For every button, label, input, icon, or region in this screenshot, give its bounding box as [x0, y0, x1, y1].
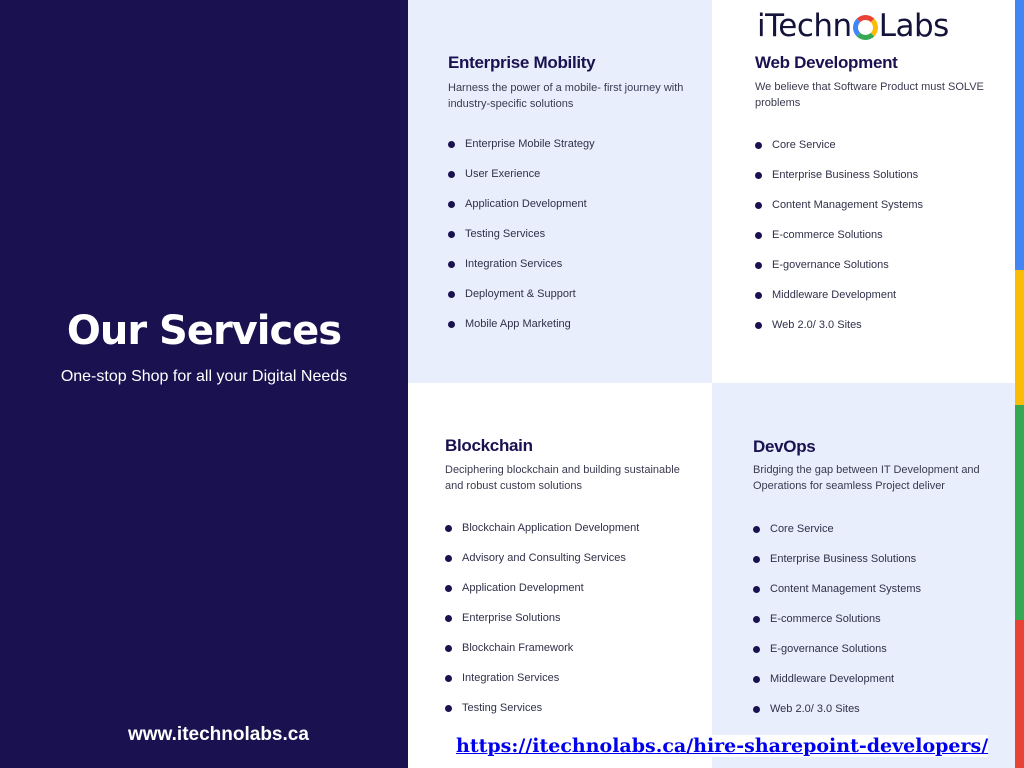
list-item [445, 551, 639, 581]
list-item-label: E-governance Solutions [772, 259, 889, 271]
bullet-icon [448, 171, 455, 178]
bullet-icon [445, 525, 452, 532]
bullet-icon [448, 291, 455, 298]
bullet-icon [445, 615, 452, 622]
list-item-label: Integration Services [465, 258, 563, 270]
panel-title: Blockchain [445, 436, 533, 455]
panel-description: Harness the power of a mobile- first journey with industry-specific solutions [448, 82, 684, 110]
list-item [445, 701, 639, 731]
bullet-icon [445, 675, 452, 682]
list-item [753, 672, 921, 702]
list-item [753, 612, 921, 642]
bullet-icon [755, 262, 762, 269]
list-item [753, 642, 921, 672]
list-item-label: Content Management Systems [770, 583, 922, 595]
list-item [753, 552, 921, 582]
list-item [753, 582, 921, 612]
list-item-label: Enterprise Business Solutions [772, 169, 919, 181]
list-item [445, 611, 639, 641]
list-item [448, 227, 595, 257]
accent-stripe-red [1015, 620, 1024, 768]
panel-description: Bridging the gap between IT Development and Operations for seamless Project deliver [753, 464, 980, 492]
bullet-icon [445, 555, 452, 562]
blockchain-panel [408, 383, 712, 768]
accent-stripe-green [1015, 405, 1024, 620]
bullet-icon [755, 322, 762, 329]
bullet-icon [755, 202, 762, 209]
list-item-label: Testing Services [465, 228, 546, 240]
list-item-label: Enterprise Solutions [462, 612, 561, 624]
bullet-icon [445, 645, 452, 652]
list-item [755, 258, 923, 288]
list-item [755, 168, 923, 198]
bullet-icon [448, 141, 455, 148]
list-item [445, 671, 639, 701]
list-item [448, 287, 595, 317]
list-item-label: Application Development [465, 198, 587, 210]
page-title: Our Services [66, 308, 342, 354]
accent-stripe-yellow [1015, 270, 1024, 405]
list-item-label: E-commerce Solutions [770, 613, 881, 625]
list-item-label: Application Development [462, 582, 584, 594]
list-item [448, 137, 595, 167]
list-item-label: Content Management Systems [772, 199, 924, 211]
list-item [755, 198, 923, 228]
list-item-label: Enterprise Mobile Strategy [465, 138, 595, 150]
list-item-label: Mobile App Marketing [465, 318, 571, 330]
enterprise-mobility-panel [408, 0, 712, 383]
list-item [753, 522, 921, 552]
service-list [448, 137, 595, 347]
list-item-label: Web 2.0/ 3.0 Sites [772, 319, 862, 331]
panel-title: Enterprise Mobility [448, 53, 596, 72]
panel-title: DevOps [753, 437, 816, 456]
list-item-label: Blockchain Application Development [462, 522, 640, 534]
web-development-panel [712, 0, 1015, 383]
bullet-icon [753, 646, 760, 653]
service-list [445, 521, 639, 731]
list-item [755, 288, 923, 318]
list-item-label: Middleware Development [770, 673, 895, 685]
list-item [755, 228, 923, 258]
page-subtitle: One-stop Shop for all your Digital Needs [60, 368, 348, 385]
list-item-label: Blockchain Framework [462, 642, 574, 654]
list-item-label: User Exerience [465, 168, 541, 180]
panel-title: Web Development [755, 53, 898, 72]
list-item [448, 197, 595, 227]
logo-ring-icon [853, 15, 878, 40]
list-item [755, 318, 923, 348]
bullet-icon [753, 586, 760, 593]
list-item-label: Advisory and Consulting Services [462, 552, 626, 564]
bullet-icon [445, 585, 452, 592]
bullet-icon [448, 201, 455, 208]
bullet-icon [755, 292, 762, 299]
list-item-label: Core Service [772, 139, 836, 151]
list-item [445, 521, 639, 551]
website-text: www.itechnolabs.ca [128, 724, 309, 745]
list-item [448, 317, 595, 347]
accent-stripe-blue [1015, 0, 1024, 270]
bullet-icon [753, 526, 760, 533]
bullet-icon [753, 616, 760, 623]
sharepoint-developers-link[interactable]: https://itechnolabs.ca/hire-sharepoint-developers/ [456, 735, 989, 757]
logo-text-suffix: Labs [878, 8, 949, 44]
list-item [445, 641, 639, 671]
left-hero-panel [0, 0, 408, 768]
bullet-icon [753, 676, 760, 683]
bullet-icon [448, 321, 455, 328]
list-item-label: Integration Services [462, 672, 560, 684]
list-item-label: Testing Services [462, 702, 543, 714]
itechnolabs-logo [757, 6, 949, 46]
bullet-icon [755, 172, 762, 179]
bullet-icon [448, 231, 455, 238]
panel-description: Deciphering blockchain and building sustainable and robust custom solutions [445, 464, 680, 492]
service-list [753, 522, 921, 732]
bullet-icon [448, 261, 455, 268]
devops-panel [712, 383, 1015, 768]
list-item-label: Enterprise Business Solutions [770, 553, 917, 565]
list-item [755, 138, 923, 168]
bullet-icon [755, 232, 762, 239]
list-item-label: Core Service [770, 523, 834, 535]
bullet-icon [755, 142, 762, 149]
list-item-label: Web 2.0/ 3.0 Sites [770, 703, 860, 715]
logo-text-prefix: iTechn [757, 8, 852, 44]
list-item-label: Middleware Development [772, 289, 897, 301]
list-item-label: E-commerce Solutions [772, 229, 883, 241]
panel-description: We believe that Software Product must SOLVE problems [755, 81, 984, 109]
bullet-icon [753, 706, 760, 713]
list-item [448, 257, 595, 287]
list-item-label: Deployment & Support [465, 288, 576, 300]
bullet-icon [753, 556, 760, 563]
list-item [753, 702, 921, 732]
list-item [448, 167, 595, 197]
list-item-label: E-governance Solutions [770, 643, 887, 655]
list-item [445, 581, 639, 611]
service-list [755, 138, 923, 348]
bullet-icon [445, 705, 452, 712]
